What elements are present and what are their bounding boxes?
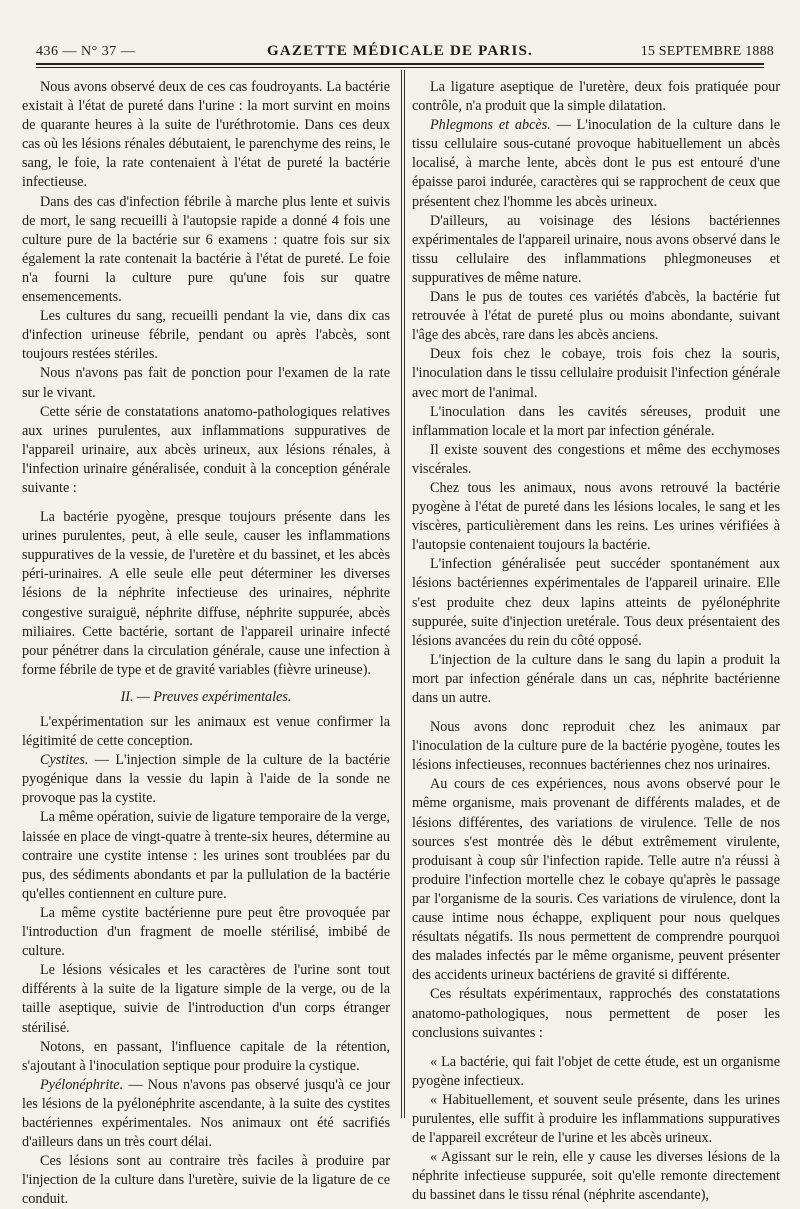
- paragraph: Ces résultats expérimentaux, rapprochés des constatations anatomo-pathologiques, nous permettent de poser les conclusions suivantes :: [412, 986, 780, 1041]
- journal-title: GAZETTE MÉDICALE DE PARIS.: [267, 43, 533, 59]
- paragraph: L'infection généralisée peut succéder spontanément aux lésions bactériennes expérimentales de l'appareil urinaire. Elle s'est produite chez deux lapins atteints de pyélonéphrite suppurée, suite d'injection uretérale. Tous deux présentaient des lésions avancées du rein du côté opposé.: [412, 556, 780, 649]
- left-column: [22, 78, 390, 1209]
- right-column: [412, 78, 780, 1205]
- paragraph: Le lésions vésicales et les caractères de l'urine sont tout différents à la suite de la ligature simple de la verge, ou de la taille aseptique, suivie de l'introduction d'un corps étranger stérilisé.: [22, 962, 390, 1036]
- subheading-phlegmons: Phlegmons et abcès.: [430, 117, 551, 134]
- header-rule: [36, 63, 764, 65]
- paragraph: Nous avons observé deux de ces cas foudroyants. La bactérie existait à l'état de pureté dans l'urine : la mort survint en moins de quarante heures à la suite de l'uréthrotomie. Dans ces deux cas où les lésions rénales débutaient, le parenchyme des reins, le sang, le foie, la rate contenaient à l'état de pureté la bactérie infectieuse.: [22, 79, 390, 191]
- paragraph: [412, 116, 780, 211]
- paragraph: Notons, en passant, l'influence capitale de la rétention, s'ajoutant à l'inoculation septique pour produire la cystique.: [22, 1038, 390, 1074]
- paragraph-text: — L'inoculation de la culture dans le tissu cellulaire sous-cutané provoque habituellement un abcès localisé, à marche lente, abcès dont le pus est entouré d'une épaisse paroi indurée, caractères qui se rapprochent de ceux que présentent chez l'homme les abcès urineux.: [412, 117, 780, 210]
- section-title: II. — Preuves expérimentales.: [120, 688, 292, 705]
- paragraph: Deux fois chez le cobaye, trois fois chez la souris, l'inoculation dans le tissu cellulaire produisit l'infection générale avec mort de l'animal.: [412, 346, 780, 401]
- page-number: 436 — N° 37 —: [36, 44, 136, 59]
- conclusion: « Agissant sur le rein, elle y cause les diverses lésions de la néphrite infectieuse suppurée, soit qu'elle remonte directement du bassinet dans le tissu rénal (néphrite ascendante),: [412, 1149, 780, 1204]
- section-heading: [22, 688, 390, 707]
- page-header: [14, 40, 786, 64]
- paragraph-text: — Nous n'avons pas observé jusqu'à ce jour les lésions de la pyélonéphrite ascendante, à la suite des cystites bactériennes expérimentales. Nos animaux ont été sacrifiés d'ailleurs dans un très court délai.: [22, 1076, 390, 1151]
- paragraph: Au cours de ces expériences, nous avons observé pour le même organisme, mais provenant de différents malades, et de lésions différentes, des variations de virulence. Telle de nos sources s'est montrée dès le début extrêmement virulente, produisant à coup sûr l'infection rapide. Telle autre n'a réussi à produire l'infection mortelle chez le cobaye qu'après le passage par l'organisme de la souris. Ces variations de virulence, dont la cause intime nous échappe, expliquent pour nous quelques résultats négatifs. Ils nous permettent de comprendre pourquoi des malades infectés par le même organisme, peuvent présenter des accidents urineux bactériens de gravité si différente.: [412, 776, 780, 984]
- paragraph: Dans le pus de toutes ces variétés d'abcès, la bactérie fut retrouvée à l'état de pureté plus ou moins abondante, suivant l'âge des abcès, rare dans les abcès anciens.: [412, 289, 780, 344]
- paragraph: L'expérimentation sur les animaux est venue confirmer la légitimité de cette conception.: [22, 714, 390, 750]
- paragraph: D'ailleurs, au voisinage des lésions bactériennes expérimentales de l'appareil urinaire, nous avons observé dans le tissu cellulaire des inflammations phlegmoneuses et suppuratives de même nature.: [412, 212, 780, 286]
- column-divider-inner: [404, 70, 405, 1118]
- paragraph: Ces lésions sont au contraire très faciles à produire par l'injection de la culture dans l'uretère, suivie de la ligature de ce conduit.: [22, 1153, 390, 1208]
- issue-date: 15 SEPTEMBRE 1888: [640, 44, 774, 59]
- paragraph: Chez tous les animaux, nous avons retrouvé la bactérie pyogène à l'état de pureté dans les lésions locales, le sang et les viscères, particulièrement dans les reins. Les urines vérifiées à l'autopsie contenaient toujours la bactérie.: [412, 479, 780, 554]
- paragraph: Dans des cas d'infection fébrile à marche plus lente et suivis de mort, le sang recueilli à l'autopsie rapide a donné 4 fois une culture pure de la bactérie sur 6 examens : quatre fois sur six également la rate contenait la bactérie à l'état de pureté. Le foie n'a fourni la culture pure qu'une fois sur quatre ensemencements.: [22, 193, 390, 306]
- paragraph: La même opération, suivie de ligature temporaire de la verge, laissée en place de vingt-quatre à trente-six heures, détermine au contraire une cystite intense : les urines sont troublées par du pus, des sédiments abondants et par la pullulation de la bactérie qu'elles contiennent en culture pure.: [22, 809, 390, 902]
- paragraph: [22, 1076, 390, 1152]
- subheading-cystites: Cystites.: [40, 752, 89, 769]
- column-divider: [401, 70, 402, 1118]
- paragraph: L'inoculation dans les cavités séreuses, produit une inflammation locale et la mort par infection générale.: [412, 403, 780, 439]
- paragraph: Nous n'avons pas fait de ponction pour l'examen de la rate sur le vivant.: [22, 365, 390, 401]
- paragraph: La ligature aseptique de l'uretère, deux fois pratiquée pour contrôle, n'a produit que la simple dilatation.: [412, 79, 780, 115]
- paragraph: Cette série de constatations anatomo-pathologiques relatives aux urines purulentes, aux inflammations suppuratives de l'appareil urinaire, aux abcès urineux, aux lésions rénales, à l'infection urinaire généralisée, conduit à la conception générale suivante :: [22, 403, 390, 496]
- paragraph: [22, 751, 390, 808]
- paragraph: L'injection de la culture dans le sang du lapin a produit la mort par infection générale dans un cas, néphrite bactérienne dans un autre.: [412, 651, 780, 706]
- subheading-pyelonephrite: Pyélonéphrite.: [40, 1076, 124, 1093]
- paragraph: La même cystite bactérienne pure peut être provoquée par l'introduction d'un fragment de moelle stérilisé, imbibé de culture.: [22, 904, 390, 960]
- paragraph: Nous avons donc reproduit chez les animaux par l'inoculation de la culture pure de la bactérie pyogène, toutes les lésions infectieuses, reconnues bactériennes chez nos urinaires.: [412, 719, 780, 774]
- header-rule-thin: [36, 67, 764, 68]
- paragraph-text: — L'injection simple de la culture de la bactérie pyogénique dans la vessie du lapin à l'aide de la sonde ne provoque pas la cystite.: [22, 752, 390, 807]
- conclusion: « La bactérie, qui fait l'objet de cette étude, est un organisme pyogène infectieux.: [412, 1053, 780, 1089]
- paragraph: Il existe souvent des congestions et même des ecchymoses viscérales.: [412, 441, 780, 477]
- conclusion: « Habituellement, et souvent seule présente, dans les urines purulentes, elle suffit à produire les inflammations suppuratives de l'appareil excréteur de l'urine et les abcès urineux.: [412, 1091, 780, 1147]
- paragraph: Les cultures du sang, recueilli pendant la vie, dans dix cas d'infection urineuse fébrile, pendant ou après l'abcès, sont toujours restées stériles.: [22, 308, 390, 363]
- paragraph: La bactérie pyogène, presque toujours présente dans les urines purulentes, peut, à elle seule, causer les inflammations suppuratives de la vessie, de l'uretère et du bassinet, et les abcès péri-urinaires. A elle seule elle peut déterminer les diverses lésions de la néphrite infectieuse des urinaires, néphrite congestive suraiguë, néphrite diffuse, néphrite suppurée, abcès miliaires. Cette bactérie, sortant de l'appareil urinaire infecté pour pénétrer dans la circulation générale, cause une infection à forme fébrile de type et de gravité variables (fièvre urineuse).: [22, 509, 390, 678]
